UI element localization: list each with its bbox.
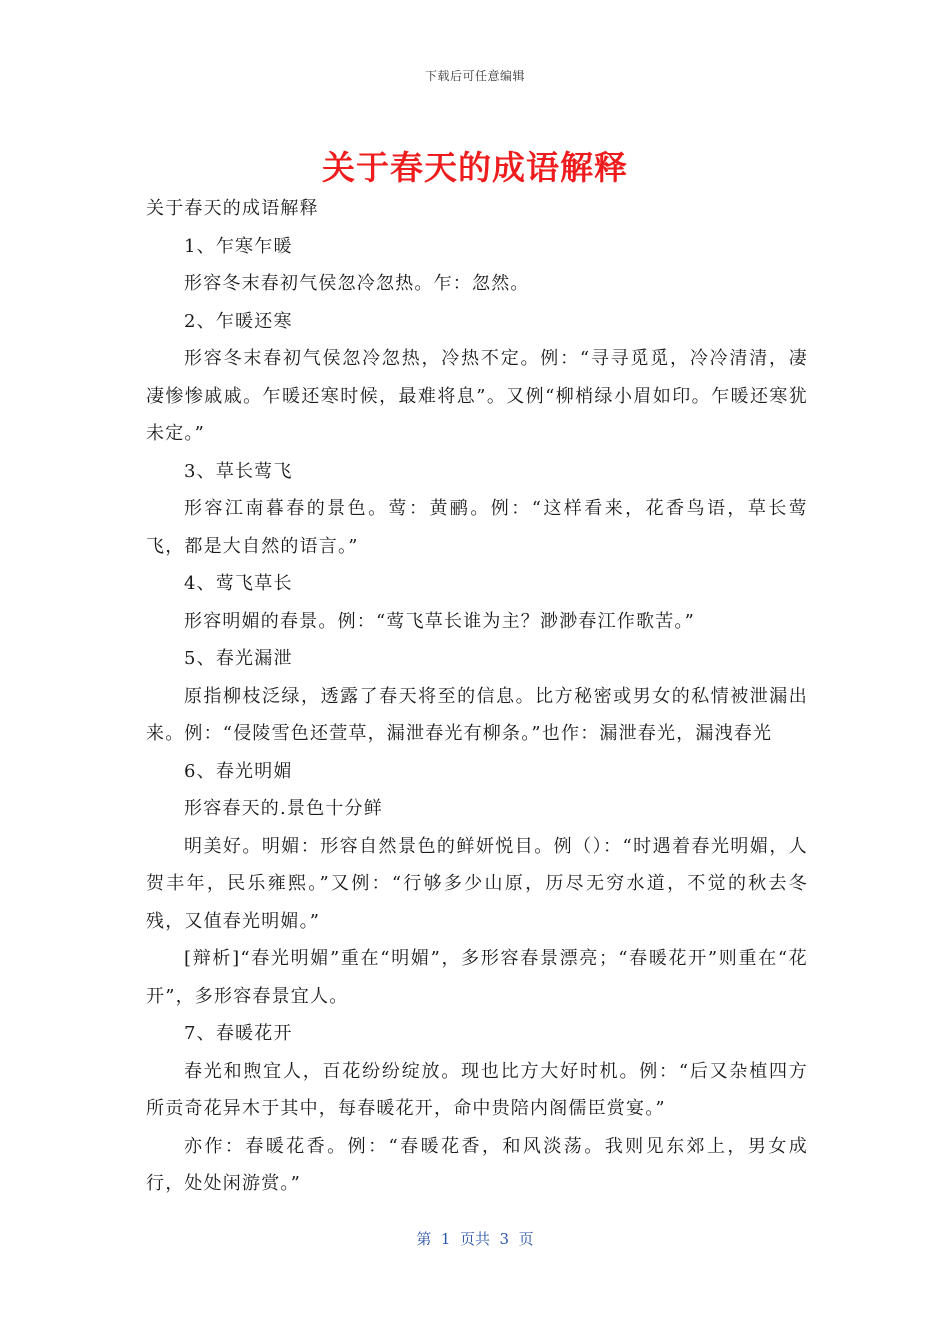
paragraph: 原指柳枝泛绿，透露了春天将至的信息。比方秘密或男女的私情被泄漏出来。例：“侵陵雪色还萱草，漏泄春光有柳条。”也作：漏泄春光，漏洩春光 xyxy=(146,685,808,744)
idiom-heading: 4、莺飞草长 xyxy=(184,573,293,594)
paragraph: [辩析]“春光明媚”重在“明媚”，多形容春景漂亮；“春暖花开”则重在“花开”，多形容春景宜人。 xyxy=(146,948,808,1007)
idiom-heading: 3、草长莺飞 xyxy=(184,460,293,482)
paragraph: 明美好。明媚：形容自然景色的鲜妍悦目。例（）：“时遇着春光明媚，人贺丰年，民乐雍熙。”又例：“行够多少山原，历尽无穷水道，不觉的秋去冬残，又值春光明媚。” xyxy=(146,835,808,932)
paragraph: 形容春天的.景色十分鲜 xyxy=(184,798,383,819)
paragraph: 亦作：春暖花香。例：“春暖花香，和风淡荡。我则见东郊上，男女成行，处处闲游赏。” xyxy=(146,1135,808,1194)
paragraph: 形容冬末春初气侯忽冷忽热，冷热不定。例：“寻寻觅觅，冷冷清清，凄凄惨惨戚戚。乍暖还寒时候，最难将息”。又例“柳梢绿小眉如印。乍暖还寒犹未定。” xyxy=(146,348,808,444)
page-footer: 第 1 页共 3 页 xyxy=(416,1230,534,1248)
paragraph: 形容冬末春初气侯忽冷忽热。乍：忽然。 xyxy=(184,273,530,294)
document-body xyxy=(146,190,808,1203)
idiom-heading: 1、乍寒乍暖 xyxy=(184,235,293,257)
paragraph: 春光和煦宜人，百花纷纷绽放。现也比方大好时机。例：“后又杂植四方所贡奇花异木于其中，每春暖花开，命中贵陪内阁儒臣赏宴。” xyxy=(146,1060,808,1119)
paragraph: 形容江南暮春的景色。莺：黄鹂。例：“这样看来，花香鸟语，草长莺飞，都是大自然的语言。” xyxy=(146,498,808,557)
page-header: 下载后可任意编辑 xyxy=(424,69,525,83)
document-title: 关于春天的成语解释 xyxy=(322,148,628,187)
idiom-heading: 2、乍暖还寒 xyxy=(184,310,293,332)
idiom-heading: 7、春暖花开 xyxy=(184,1023,293,1044)
idiom-heading: 5、春光漏泄 xyxy=(184,648,293,669)
idiom-heading: 6、春光明媚 xyxy=(184,760,293,782)
paragraph: 关于春天的成语解释 xyxy=(146,198,319,219)
paragraph: 形容明媚的春景。例：“莺飞草长谁为主？渺渺春江作歌苦。” xyxy=(184,610,696,632)
